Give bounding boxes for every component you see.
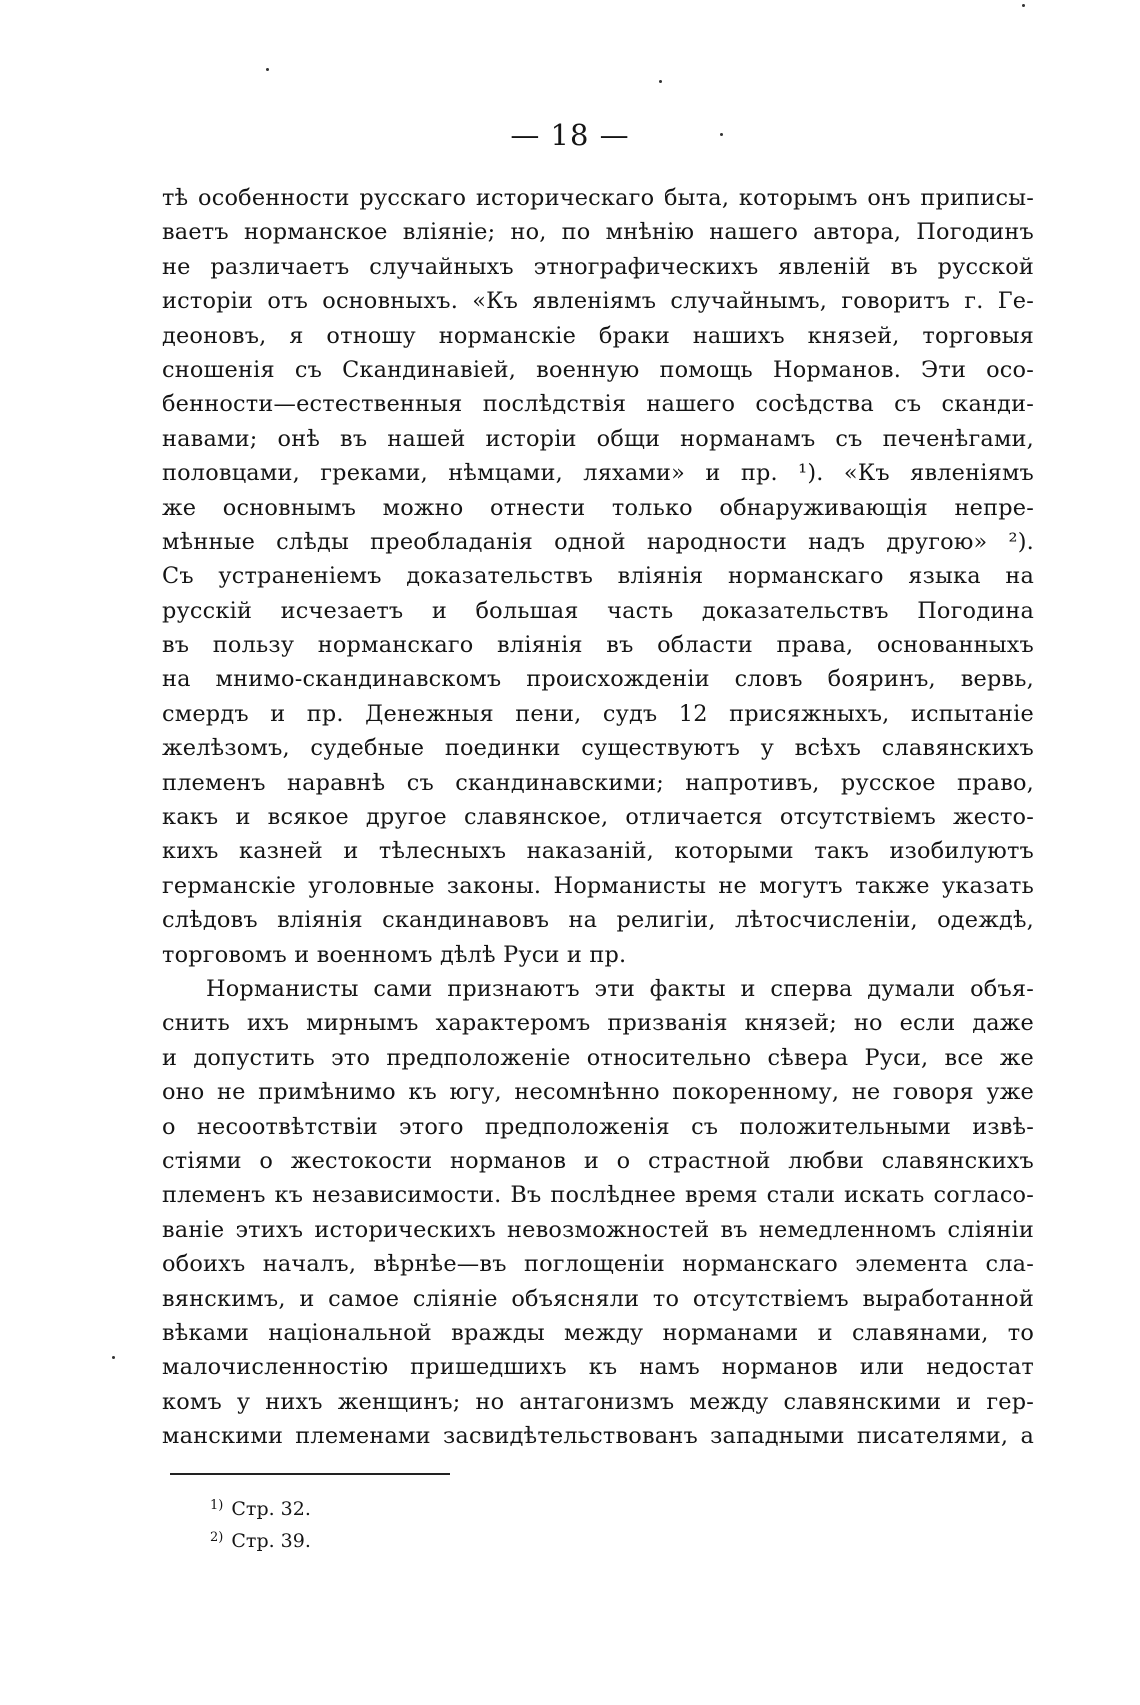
- footnote-divider: [170, 1473, 450, 1475]
- text-line: снить ихъ мирнымъ характеромъ призванія князей; но если даже: [162, 1010, 1034, 1037]
- text-line: племенъ къ независимости. Въ послѣднее время стали искать согласо-: [162, 1182, 1034, 1209]
- text-line: стіями о жестокости норманов и о страстной любви славянскихъ: [162, 1147, 1034, 1174]
- page-number: — 18 —: [510, 118, 630, 152]
- text-line: вѣками національной вражды между норманами и славянами, то: [162, 1319, 1034, 1346]
- paragraph: [162, 972, 1034, 1453]
- text-line: ваніе этихъ историческихъ невозможностей въ немедленномъ сліяніи: [162, 1216, 1034, 1243]
- text-line: германскіе уголовные законы. Норманисты не могутъ также указать: [162, 872, 1034, 899]
- paragraph: [162, 181, 1034, 972]
- scan-speck: [659, 80, 662, 83]
- text-line: торговомъ и военномъ дѣлѣ Руси и пр.: [162, 941, 627, 968]
- text-line: и допустить это предположеніе относительно сѣвера Руси, все же: [162, 1044, 1034, 1071]
- scan-speck: [266, 68, 269, 71]
- scan-speck: [112, 1356, 115, 1359]
- text-line: кихъ казней и тѣлесныхъ наказаній, которыми такъ изобилуютъ: [162, 838, 1034, 865]
- text-line: русскій исчезаетъ и большая часть доказательствъ Погодина: [162, 597, 1034, 624]
- footnote-mark: 1): [210, 1498, 224, 1513]
- text-line: мѣнные слѣды преобладанія одной народности надъ другою» ²).: [162, 528, 1034, 555]
- text-line: на мнимо-скандинавскомъ происхожденіи словъ бояринъ, вервь,: [162, 666, 1034, 693]
- text-line: деоновъ, я отношу норманскіе браки нашихъ князей, торговыя: [162, 322, 1034, 349]
- text-line: желѣзомъ, судебные поединки существуютъ у всѣхъ славянскихъ: [162, 735, 1034, 762]
- body-text: [162, 181, 1034, 1453]
- text-line: смердъ и пр. Денежныя пени, судъ 12 присяжныхъ, испытаніе: [162, 700, 1034, 727]
- footnote: [210, 1490, 311, 1522]
- text-line: же основнымъ можно отнести только обнаруживающія непре-: [162, 494, 1034, 521]
- text-line: исторіи отъ основныхъ. «Къ явленіямъ случайнымъ, говоритъ г. Ге-: [162, 288, 1034, 315]
- text-line: оно не примѣнимо къ югу, несомнѣнно покоренному, не говоря уже: [162, 1079, 1034, 1106]
- text-line: слѣдовъ вліянія скандинавовъ на религіи, лѣтосчисленіи, одеждѣ,: [162, 907, 1034, 934]
- text-line: навами; онѣ въ нашей исторіи общи норманамъ съ печенѣгами,: [162, 425, 1034, 452]
- footnote: [210, 1522, 311, 1554]
- text-line: племенъ наравнѣ съ скандинавскими; напротивъ, русское право,: [162, 769, 1034, 796]
- text-line: бенности—естественныя послѣдствія нашего сосѣдства съ сканди-: [162, 391, 1034, 418]
- text-line: малочисленностію пришедшихъ къ намъ норманов или недостат: [162, 1354, 1034, 1381]
- text-line: не различаетъ случайныхъ этнографическихъ явленій въ русской: [162, 253, 1034, 280]
- text-line: Съ устраненіемъ доказательствъ вліянія норманскаго языка на: [162, 563, 1034, 590]
- text-line: Норманисты сами признаютъ эти факты и сперва думали объя-: [206, 975, 1034, 1002]
- text-line: какъ и всякое другое славянское, отличается отсутствіемъ жесто-: [162, 804, 1034, 831]
- footnote-text: Стр. 32.: [231, 1498, 311, 1520]
- text-line: манскими племенами засвидѣтельствованъ западными писателями, а: [162, 1423, 1034, 1450]
- text-line: вянскимъ, и самое сліяніе объясняли то отсутствіемъ выработанной: [162, 1285, 1034, 1312]
- text-line: сношенія съ Скандинавіей, военную помощь Норманов. Эти осо-: [162, 356, 1034, 383]
- footnote-mark: 2): [210, 1530, 224, 1545]
- text-line: ваетъ норманское вліяніе; но, по мнѣнію нашего автора, Погодинъ: [162, 219, 1034, 246]
- text-line: тѣ особенности русскаго историческаго быта, которымъ онъ приписы-: [162, 185, 1034, 211]
- footnotes: [210, 1490, 311, 1554]
- text-line: о несоотвѣтствіи этого предположенія съ положительными извѣ-: [162, 1113, 1034, 1140]
- text-line: обоихъ началъ, вѣрнѣе—въ поглощеніи норманскаго элемента сла-: [162, 1251, 1034, 1278]
- text-line: половцами, греками, нѣмцами, ляхами» и пр. ¹). «Къ явленіямъ: [162, 460, 1034, 487]
- text-line: въ пользу норманскаго вліянія въ области права, основанныхъ: [162, 632, 1034, 659]
- footnote-text: Стр. 39.: [231, 1530, 311, 1552]
- scan-speck: [1022, 4, 1025, 7]
- text-line: комъ у нихъ женщинъ; но антагонизмъ между славянскими и гер-: [162, 1388, 1034, 1415]
- scan-speck: [720, 133, 723, 136]
